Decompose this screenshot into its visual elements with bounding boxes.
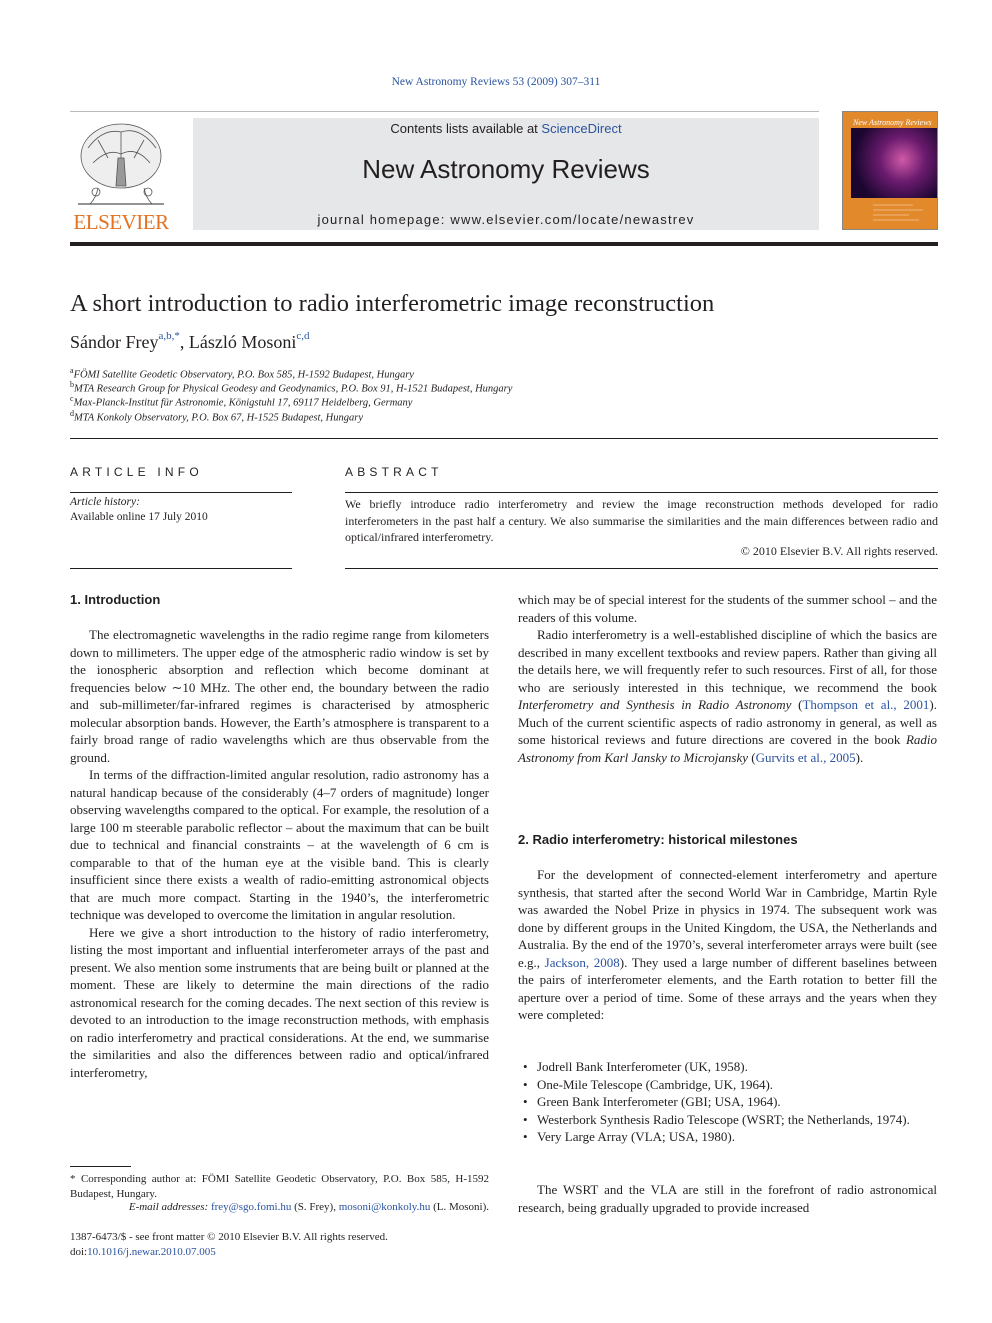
doi-link[interactable]: 10.1016/j.newar.2010.07.005 <box>87 1246 216 1258</box>
section-heading: 2. Radio interferometry: historical milestones <box>518 832 798 847</box>
paragraph <box>518 866 937 1024</box>
contents-line <box>193 121 819 136</box>
text-run: ). Much of the current scientific aspects of radio astronomy in general, as well as some historical reviews and future directions are covered in the book <box>518 697 937 747</box>
section-rule <box>70 492 292 493</box>
book-title: Interferometry and Synthesis in Radio Astronomy <box>518 697 792 712</box>
text-run: For the development of connected-element interferometry and aperture synthesis, that started after the second World War in Cambridge, Martin Ryle was awarded the Nobel Prize in physics in 1974. The subsequent work was done by different groups in the United Kingdom, the USA, the Netherlands and Australia. By the end of the 1970’s, several interferometer arrays were built (see e.g., <box>518 867 937 970</box>
doi-label: doi: <box>70 1246 88 1258</box>
doi-line <box>70 1245 216 1260</box>
email-link[interactable]: mosoni@konkoly.hu <box>338 1201 431 1213</box>
affiliation-text: MTA Konkoly Observatory, P.O. Box 67, H-1525 Budapest, Hungary <box>74 412 364 424</box>
affiliation <box>70 366 414 381</box>
text-run: ( <box>748 749 756 765</box>
abstract-copyright: © 2010 Elsevier B.V. All rights reserved. <box>740 544 938 558</box>
email-link[interactable]: frey@sgo.fomi.hu <box>210 1201 292 1213</box>
text-run: ( <box>791 697 803 712</box>
list-item: • Westerbork Synthesis Radio Telescope (WSRT; the Netherlands, 1974). <box>518 1111 937 1129</box>
author-affiliation-marks[interactable]: a,b,* <box>158 330 180 342</box>
list-item: • Green Bank Interferometer (GBI; USA, 1964). <box>518 1093 937 1111</box>
affiliation <box>70 380 512 395</box>
affiliation <box>70 394 412 409</box>
author-list <box>70 332 310 353</box>
affiliation-text: MTA Research Group for Physical Geodesy and Geodynamics, P.O. Box 91, H-1521 Budapest, Hungary <box>74 383 513 395</box>
section-rule <box>345 492 938 493</box>
email-addresses <box>70 1200 489 1215</box>
section-heading: 1. Introduction <box>70 592 161 607</box>
paragraph: The WSRT and the VLA are still in the forefront of radio astronomical research, being gradually upgraded to provide increased <box>518 1182 937 1215</box>
journal-homepage[interactable]: journal homepage: www.elsevier.com/locate/newastrev <box>317 212 695 227</box>
journal-cover-thumbnail <box>842 111 938 230</box>
cover-nebula-image <box>851 128 937 198</box>
paragraph: which may be of special interest for the students of the summer school – and the readers of this volume. <box>518 592 937 625</box>
email-owner: (S. Frey), <box>291 1201 339 1213</box>
text-run: ). <box>855 749 864 765</box>
list-item: • Very Large Array (VLA; USA, 1980). <box>518 1128 937 1146</box>
citation-link[interactable]: Thompson et al., 2001 <box>802 697 930 712</box>
left-column <box>70 626 489 1081</box>
paragraph: The electromagnetic wavelengths in the radio regime range from kilometers down to millimeters. The upper edge of the atmospheric radio window is set by the ionospheric absorption and reflection which become dominant at frequencies below ∼10 MHz. The other end, the boundary between the radio and sub-millimeter/far-infrared regimes is characterised by atmospheric molecular absorption bands. However, the Earth’s atmosphere is transparent to a fairly broad range of radio wavelengths which are thus observable from the ground. <box>70 627 489 765</box>
cover-text-block <box>873 202 933 226</box>
affiliation-text: FÖMI Satellite Geodetic Observatory, P.O. Box 585, H-1592 Budapest, Hungary <box>73 369 414 381</box>
cover-title: New Astronomy Reviews <box>853 118 932 127</box>
right-column-middle <box>518 866 937 1024</box>
text-run: Radio interferometry is a well-established discipline of which the basics are described in many excellent textbooks and review papers. Rather than giving all the details here, we will frequently refer to such resources. First of all, for those who are seriously interested in this technique, we recommend the book <box>518 627 937 695</box>
citation-link[interactable]: Gurvits et al., 2005 <box>755 749 856 765</box>
author-name: Sándor Frey <box>70 332 159 352</box>
issn-line: 1387-6473/$ - see front matter © 2010 Elsevier B.V. All rights reserved. <box>70 1231 388 1243</box>
paragraph <box>518 626 937 766</box>
section-rule <box>70 568 292 569</box>
article-info-heading: ARTICLE INFO <box>70 465 203 479</box>
journal-citation[interactable]: New Astronomy Reviews 53 (2009) 307–311 <box>391 76 601 88</box>
article-history-label: Article history: <box>70 496 140 508</box>
abstract-heading: ABSTRACT <box>345 465 443 479</box>
abstract-text: We briefly introduce radio interferometry and review the image reconstruction methods developed for radio interferometers in the past half a century. We also summarise the similarities and the main differences between radio and optical/infrared interferometry. <box>345 497 938 544</box>
sciencedirect-link[interactable]: ScienceDirect <box>541 121 622 136</box>
header-thick-rule <box>70 242 938 246</box>
article-title: A short introduction to radio interferometric image reconstruction <box>70 290 715 317</box>
list-item: • One-Mile Telescope (Cambridge, UK, 1964). <box>518 1076 937 1094</box>
citation-link[interactable]: Jackson, 2008 <box>544 954 620 970</box>
publisher-name: ELSEVIER <box>73 210 169 234</box>
affiliation-mark: b <box>70 380 74 389</box>
paragraph: Here we give a short introduction to the history of radio interferometry, listing the most important and influential interferometer arrays of the past and present. We also mention some instruments that are being built or planned at the moment. These are likely to determine the main directions of the radio astronomical research for the coming decades. The next section of this review is devoted to an introduction to the image reconstruction methods, with emphasis on radio interferometry and practical considerations. At the end, we summarise the similarities and also the differences between radio and optical/infrared interferometry, <box>70 924 489 1080</box>
book-title: Radio Astronomy from Karl Jansky to Microjansky <box>518 732 937 765</box>
affiliation-mark: c <box>70 394 74 403</box>
array-list <box>518 1058 937 1146</box>
right-column-bottom <box>518 1181 937 1216</box>
email-owner: (L. Mosoni). <box>430 1201 489 1213</box>
list-item: • Jodrell Bank Interferometer (UK, 1958). <box>518 1058 937 1076</box>
article-history-value: Available online 17 July 2010 <box>70 511 208 523</box>
affiliation-mark: d <box>70 409 74 418</box>
author-separator: , <box>179 332 189 352</box>
author-affiliation-marks[interactable]: c,d <box>296 330 310 342</box>
section-rule <box>70 438 938 439</box>
header-rule <box>70 111 819 112</box>
elsevier-logo <box>68 118 174 234</box>
corresponding-author-note: * Corresponding author at: FÖMI Satellite Geodetic Observatory, P.O. Box 585, H-1592 Budapest, Hungary. <box>70 1173 489 1200</box>
section-rule <box>345 568 938 569</box>
paragraph: In terms of the diffraction-limited angular resolution, radio astronomy has a natural handicap because of the considerably (4–7 orders of magnitude) longer observing wavelengths compared to the optical. For example, the resolution of a large 100 m steerable parabolic reflector – about the maximum that can be built due to technical and financial constraints – at the wavelength of 6 cm is comparable to that of the human eye at the visible band. This is clearly insufficient since there exists a wealth of radio-emitting astronomical objects that are much more compact. Starting in the 1940’s, the interferometric technique was developed to overcome the limitation in angular resolution. <box>70 767 489 922</box>
contents-prefix: Contents lists available at <box>390 121 542 136</box>
email-label: E-mail addresses: <box>128 1201 211 1213</box>
right-column-top <box>518 591 937 766</box>
author-name: László Mosoni <box>188 332 297 352</box>
affiliation <box>70 409 363 424</box>
text-run: ). They used a large number of different baselines between the pairs of interferometer elements, and the Earth rotation to better fill the aperture over a period of time. Some of these arrays and the years when they were completed: <box>518 954 937 1022</box>
affiliation-text: Max-Planck-Institut für Astronomie, Königstuhl 17, 69117 Heidelberg, Germany <box>73 397 413 409</box>
journal-name: New Astronomy Reviews <box>362 154 650 184</box>
affiliation-mark: a <box>70 366 74 375</box>
footnote-rule <box>70 1166 131 1167</box>
